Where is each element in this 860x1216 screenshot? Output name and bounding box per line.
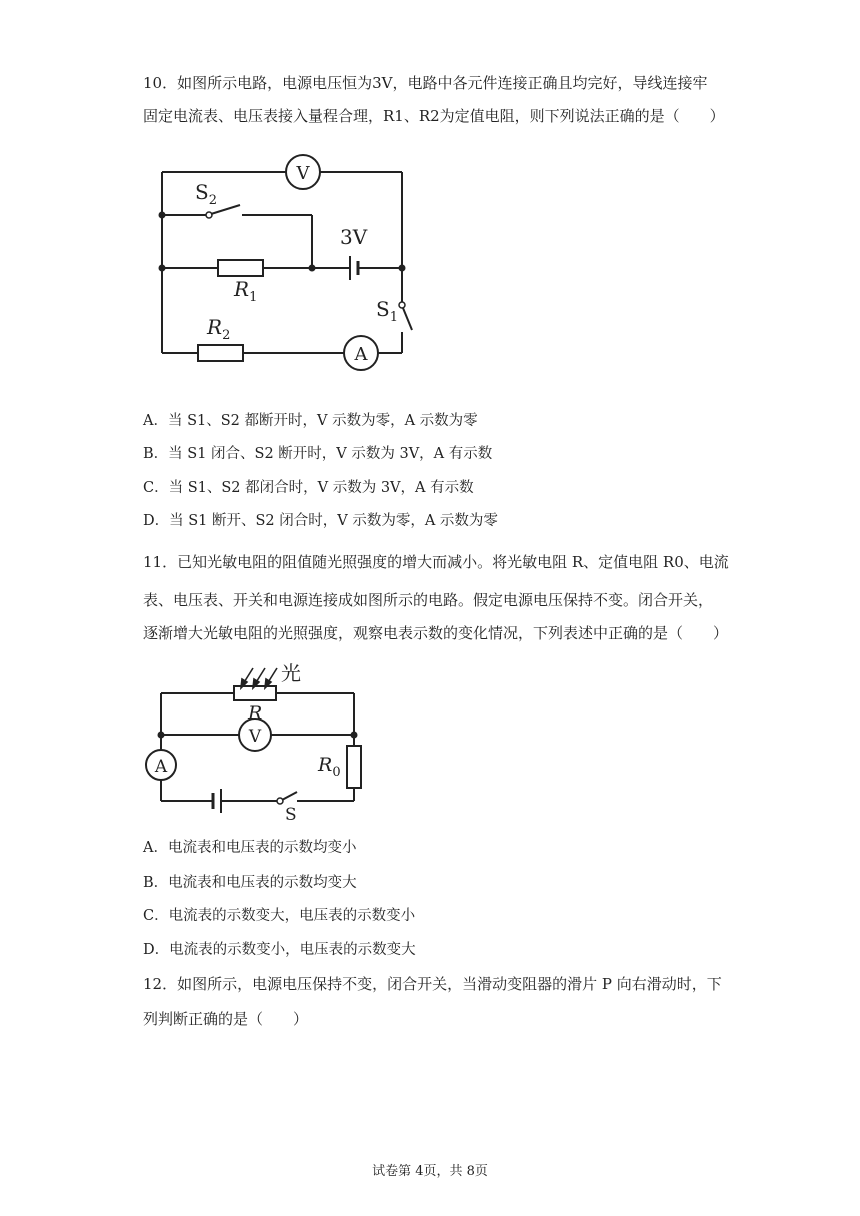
q11-option-b[interactable]: B．电流表和电压表的示数均变大 (143, 875, 357, 891)
voltmeter-label-2: V (248, 727, 262, 747)
switch-s1 (403, 308, 412, 330)
r0-label: $R_0$ (318, 754, 341, 780)
s2-label: $S_2$ (195, 180, 217, 208)
q11-stem-line2: 表、电压表、开关和电源连接成如图所示的电路。假定电源电压保持不变。闭合开关， (143, 591, 714, 609)
light-label: 光 (281, 661, 301, 685)
q11-stem-line3: 逐渐增大光敏电阻的光照强度，观察电表示数的变化情况，下列表述中正确的是（ ） (143, 624, 729, 642)
q11-option-d[interactable]: D．电流表的示数变小，电压表的示数变大 (143, 942, 416, 958)
q10-option-a[interactable]: A．当 S1、S2 都断开时，V 示数为零，A 示数为零 (143, 413, 478, 429)
page-footer: 试卷第 4页，共 8页 (372, 1164, 488, 1179)
q11-option-a[interactable]: A．电流表和电压表的示数均变小 (143, 840, 357, 856)
q10-stem-line2: 固定电流表、电压表接入量程合理，R1、R2为定值电阻，则下列说法正确的是（ ） (143, 107, 725, 125)
resistor-r0 (347, 746, 361, 788)
r2-label: $R_2$ (207, 315, 231, 343)
switch-s (282, 792, 297, 800)
r-label: R (248, 702, 263, 724)
ammeter-label-2: A (154, 757, 168, 777)
q10-option-d[interactable]: D．当 S1 断开、S2 闭合时，V 示数为零，A 示数为零 (143, 513, 498, 529)
battery-label: 3V (340, 225, 368, 249)
q11-circuit-diagram (135, 658, 375, 823)
q10-stem-line1: 10．如图所示电路，电源电压恒为3V，电路中各元件连接正确且均完好，导线连接牢 (143, 74, 708, 92)
resistor-r2 (198, 345, 243, 361)
q10-option-c[interactable]: C．当 S1、S2 都闭合时，V 示数为 3V，A 有示数 (143, 480, 474, 496)
s1-label: $S_1$ (376, 297, 398, 325)
r1-label: $R_1$ (234, 277, 258, 305)
q12-stem-line1: 12．如图所示，电源电压保持不变，闭合开关，当滑动变阻器的滑片 P 向右滑动时，下 (143, 975, 722, 993)
q12-stem-line2: 列判断正确的是（ ） (143, 1010, 309, 1028)
q10-option-b[interactable]: B．当 S1 闭合、S2 断开时，V 示数为 3V，A 有示数 (143, 446, 493, 462)
resistor-r1 (218, 260, 263, 276)
voltmeter-label: V (296, 163, 310, 184)
q10-circuit-diagram (140, 148, 430, 378)
switch-label: S (285, 805, 297, 823)
q11-option-c[interactable]: C．电流表的示数变大，电压表的示数变小 (143, 908, 416, 924)
ammeter-label: A (354, 344, 368, 365)
q11-stem-line1: 11．已知光敏电阻的阻值随光照强度的增大而减小。将光敏电阻 R、定值电阻 R0、电流 (143, 553, 729, 571)
